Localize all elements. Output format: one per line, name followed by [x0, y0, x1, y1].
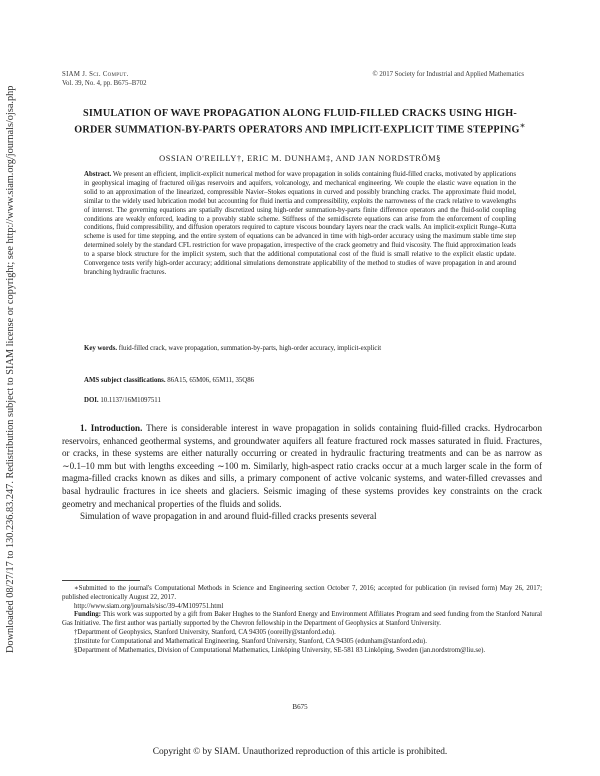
funding-label: Funding: [74, 611, 102, 619]
footnote-funding [62, 611, 542, 629]
intro-paragraph-1-text: There is considerable interest in wave propagation in solids containing fluid-filled cracks. Hydrocarbon reservoirs, enhanced geothermal systems, and groundwater aquifers all feature fractured rock masses saturated in fluid. Fractures, or cracks, in these systems are either naturally occurring or created in hydraulic fracturing treatments and can be as narrow as ∼0.1–10 mm but with lengths exceeding ∼100 m. Similarly, high-aspect ratio cracks occur at a much larger scale in the form of magma-filled cracks known as dikes and sills, a primary component of active volcanic systems, and water-filled crevasses and basal hydraulic fractures in ice sheets and glaciers. Seismic imaging of these systems provides key constraints on the crack geometry and mechanical properties of the fluids and solids. [62, 423, 542, 509]
journal-header [62, 71, 146, 88]
ams-label: AMS subject classifications. [84, 377, 166, 384]
abstract-text: We present an efficient, implicit-explicit numerical method for wave propagation in solids containing fluid-filled cracks, motivated by applications in geophysical imaging of fractured oil/gas reservoirs and aquifers, volcanology, and mechanical engineering. We couple the elastic wave equation in the solid to an approximation of the linearized, compressible Navier–Stokes equations in curved and possibly branching cracks. The approximate fluid model, similar to the widely used lubrication model but accounting for fluid inertia and compressibility, exploits the narrowness of the crack relative to wavelengths of interest. The governing equations are spatially discretized using high-order summation-by-parts finite difference operators and the fluid-solid coupling conditions are weakly enforced, leading to a provably stable scheme. Stiffness of the semidiscrete equations can arise from the enforcement of coupling conditions, fluid compressibility, and diffusion operators required to capture viscous boundary layers near the crack walls. An implicit-explicit Runge–Kutta scheme is used for time stepping, and the entire system of equations can be advanced in time with high-order accuracy using the maximum stable time step determined solely by the standard CFL restriction for wave propagation, irrespective of the crack geometry and fluid viscosity. The fluid approximation leads to a sparse block structure for the implicit system, such that the additional computational cost of the fluid is small relative to the explicit elastic update. Convergence tests verify high-order accuracy; additional simulations demonstrate applicability of the method to studies of wave propagation in and around branching hydraulic fractures. [84, 171, 516, 276]
doi [84, 397, 516, 404]
intro-paragraph-1 [62, 422, 542, 510]
funding-text: This work was supported by a gift from Baker Hughes to the Stanford Energy and Environment Affiliates Program and seed funding from the Stanford Natural Gas Initiative. The first author was partially supported by the Chevron fellowship in the Department of Geophysics at Stanford University. [62, 611, 542, 628]
intro-heading: 1. Introduction. [80, 423, 143, 433]
journal-volume: Vol. 39, No. 4, pp. B675–B702 [62, 79, 147, 87]
footnote-author-3: §Department of Mathematics, Division of Computational Mathematics, Linköping University, SE-581 83 Linköping, Sweden (jan.nordstrom@liu.se). [74, 646, 486, 654]
society-copyright: © 2017 Society for Industrial and Applied Mathematics [372, 71, 524, 78]
ams-text: 86A15, 65M06, 65M11, 35Q86 [167, 377, 255, 384]
keywords-text: fluid-filled crack, wave propagation, summation-by-parts, high-order accuracy, implicit-explicit [118, 345, 382, 352]
bottom-copyright-notice: Copyright © by SIAM. Unauthorized reproduction of this article is prohibited. [152, 747, 448, 757]
keywords-label: Key words. [84, 345, 118, 352]
ams-classifications [84, 377, 516, 384]
paper-title [70, 108, 530, 136]
keywords [84, 345, 516, 354]
title-footnote-mark: ∗ [519, 119, 526, 130]
introduction-section [62, 422, 542, 523]
footnote-author-2: ‡Institute for Computational and Mathematical Engineering, Stanford University, Stanford, CA 94305 (edunham@stanford.edu). [74, 637, 427, 645]
abstract [84, 171, 516, 278]
author-list: OSSIAN O'REILLY†, ERIC M. DUNHAM‡, AND JAN NORDSTRÖM§ [159, 154, 441, 163]
footnotes [62, 585, 542, 655]
paper-title-text: SIMULATION OF WAVE PROPAGATION ALONG FLUID-FILLED CRACKS USING HIGH-ORDER SUMMATION-BY-PARTS OPERATORS AND IMPLICIT-EXPLICIT TIME STEPPING [74, 108, 520, 135]
footnote-author-1: †Department of Geophysics, Stanford University, Stanford, CA 94305 (ooreilly@stanford.edu). [74, 628, 336, 636]
download-notice-sidebar: Downloaded 08/27/17 to 130.236.83.247. Redistribution subject to SIAM license or copyright; see http://www.siam.org/journals/ojsa.php [5, 85, 16, 653]
doi-text: 10.1137/16M1097511 [100, 397, 161, 404]
doi-label: DOI. [84, 397, 99, 404]
footnote-rule [62, 580, 140, 581]
abstract-label: Abstract. [84, 171, 112, 178]
page-number: B675 [292, 703, 308, 711]
footnote-url[interactable]: http://www.siam.org/journals/sisc/39-4/M109751.html [74, 602, 224, 610]
footnote-received: ∗Submitted to the journal's Computational Methods in Science and Engineering section October 7, 2016; accepted for publication (in revised form) May 26, 2017; published electronically August 22, 2017. [62, 585, 542, 601]
intro-paragraph-2: Simulation of wave propagation in and around fluid-filled cracks presents several [80, 511, 377, 522]
journal-name: SIAM J. Sci. Comput. [62, 71, 129, 78]
